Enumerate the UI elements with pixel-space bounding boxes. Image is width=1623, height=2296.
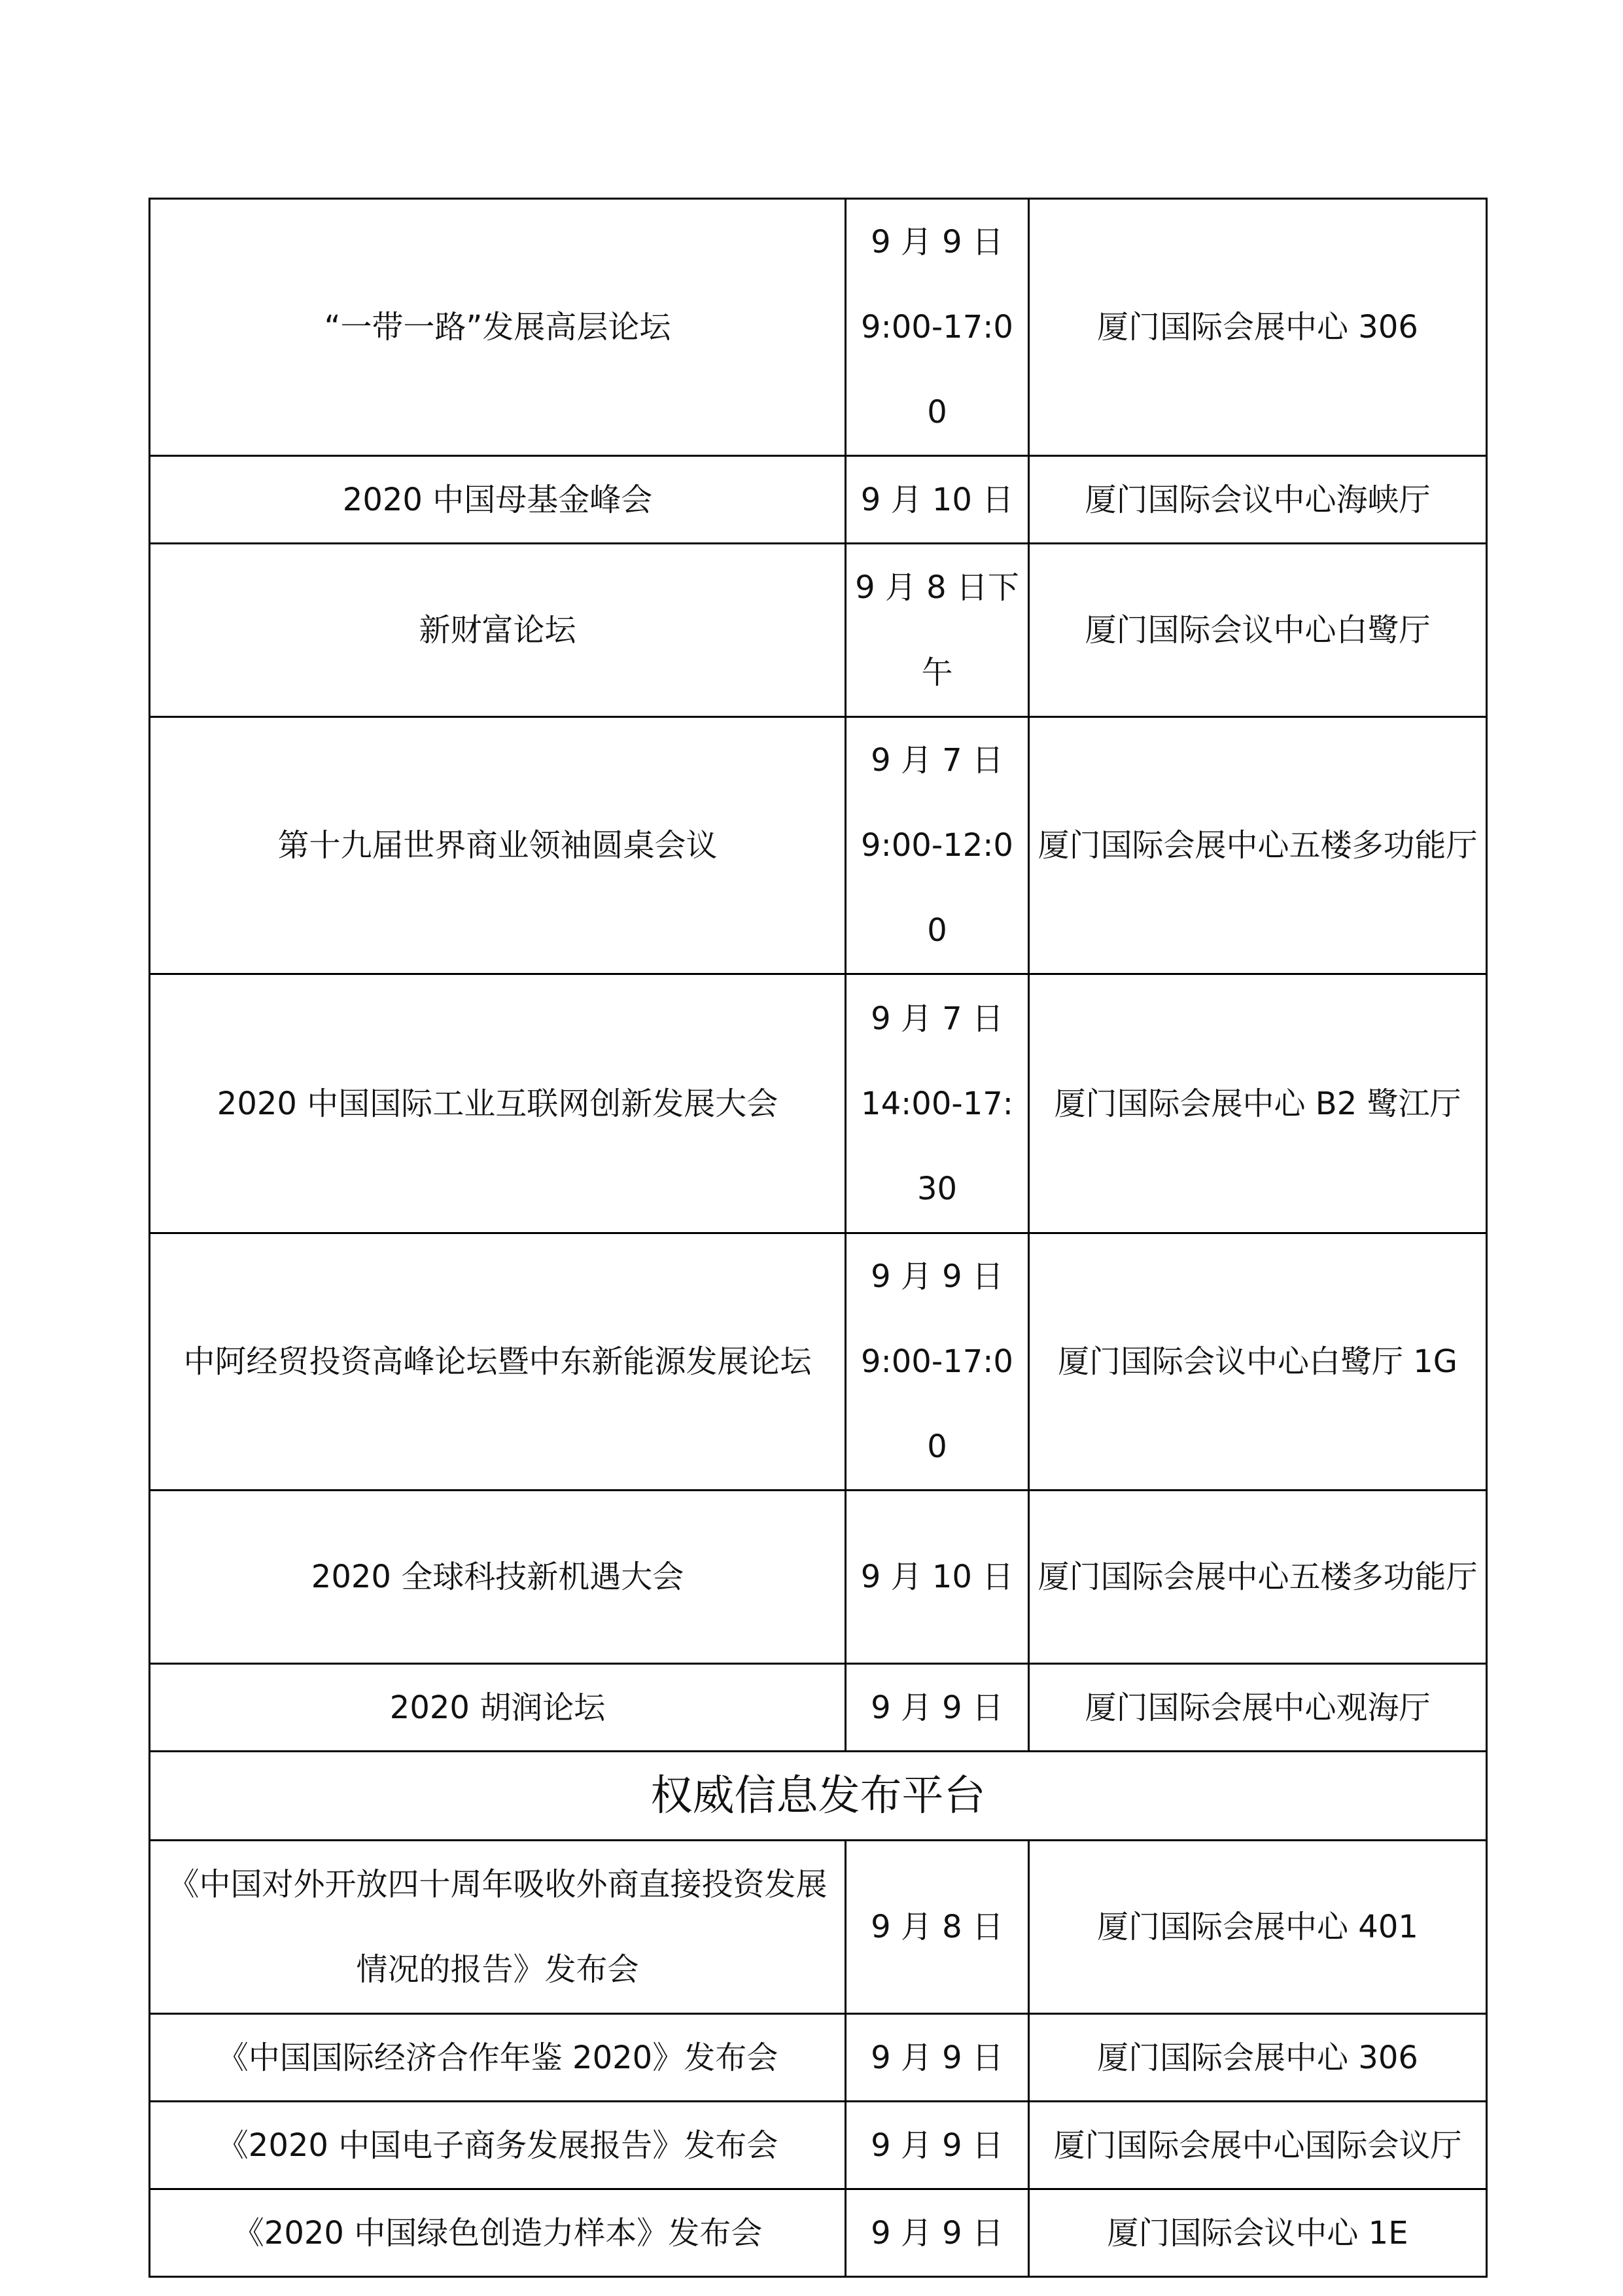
table-row bbox=[150, 2014, 1487, 2102]
table-row bbox=[150, 2189, 1487, 2277]
date-text: 9 月 8 日下午 bbox=[855, 569, 1019, 691]
time-text: 9:00-17:00 bbox=[861, 1343, 1013, 1465]
table-row bbox=[150, 974, 1487, 1233]
event-name: 《中国对外开放四十周年吸收外商直接投资发展情况的报告》发布会 bbox=[150, 1841, 846, 2014]
date-text: 9 月 7 日 bbox=[871, 742, 1003, 779]
event-name: 2020 胡润论坛 bbox=[150, 1664, 846, 1752]
event-venue: 厦门国际会议中心白鹭厅 bbox=[1029, 544, 1487, 717]
event-date bbox=[846, 1233, 1029, 1491]
event-name: 2020 全球科技新机遇大会 bbox=[150, 1491, 846, 1664]
date-text: 9 月 7 日 bbox=[871, 1000, 1003, 1037]
table-row bbox=[150, 199, 1487, 456]
date-text: 9 月 10 日 bbox=[860, 1559, 1014, 1595]
date-text: 9 月 9 日 bbox=[871, 1689, 1003, 1726]
date-text: 9 月 9 日 bbox=[871, 224, 1003, 260]
event-date bbox=[846, 456, 1029, 544]
schedule-table bbox=[148, 198, 1488, 2278]
event-venue: 厦门国际会展中心 401 bbox=[1029, 1841, 1487, 2014]
table-row bbox=[150, 1841, 1487, 2014]
event-name: “一带一路”发展高层论坛 bbox=[150, 199, 846, 456]
event-name: 2020 中国国际工业互联网创新发展大会 bbox=[150, 974, 846, 1233]
event-venue: 厦门国际会展中心五楼多功能厅 bbox=[1029, 1491, 1487, 1664]
event-date: 9 月 9 日 bbox=[846, 2102, 1029, 2189]
event-date bbox=[846, 717, 1029, 974]
event-venue: 厦门国际会议中心白鹭厅 1G bbox=[1029, 1233, 1487, 1491]
event-date bbox=[846, 1491, 1029, 1664]
event-venue: 厦门国际会展中心五楼多功能厅 bbox=[1029, 717, 1487, 974]
event-venue: 厦门国际会展中心 306 bbox=[1029, 2014, 1487, 2102]
event-date bbox=[846, 1664, 1029, 1752]
event-date bbox=[846, 544, 1029, 717]
event-date: 9 月 9 日 bbox=[846, 2014, 1029, 2102]
event-name: 新财富论坛 bbox=[150, 544, 846, 717]
event-date: 9 月 8 日 bbox=[846, 1841, 1029, 2014]
time-text: 9:00-17:00 bbox=[861, 309, 1013, 431]
event-venue: 厦门国际会议中心 1E bbox=[1029, 2189, 1487, 2277]
section-title: 权威信息发布平台 bbox=[150, 1752, 1487, 1841]
section-header-row bbox=[150, 1752, 1487, 1841]
event-venue: 厦门国际会展中心 306 bbox=[1029, 199, 1487, 456]
event-name: 第十九届世界商业领袖圆桌会议 bbox=[150, 717, 846, 974]
table-row bbox=[150, 717, 1487, 974]
time-text: 9:00-12:00 bbox=[861, 827, 1013, 949]
event-name: 《2020 中国电子商务发展报告》发布会 bbox=[150, 2102, 846, 2189]
event-venue: 厦门国际会议中心海峡厅 bbox=[1029, 456, 1487, 544]
table-row bbox=[150, 544, 1487, 717]
event-name: 2020 中国母基金峰会 bbox=[150, 456, 846, 544]
event-name: 《2020 中国绿色创造力样本》发布会 bbox=[150, 2189, 846, 2277]
event-venue: 厦门国际会展中心 B2 鹭江厅 bbox=[1029, 974, 1487, 1233]
event-date: 9 月 9 日 bbox=[846, 2189, 1029, 2277]
event-venue: 厦门国际会展中心国际会议厅 bbox=[1029, 2102, 1487, 2189]
time-text: 14:00-17:30 bbox=[861, 1085, 1013, 1207]
event-date bbox=[846, 974, 1029, 1233]
table-row bbox=[150, 1233, 1487, 1491]
event-date bbox=[846, 199, 1029, 456]
table-row bbox=[150, 1664, 1487, 1752]
table-row bbox=[150, 456, 1487, 544]
table-row bbox=[150, 2102, 1487, 2189]
table-row bbox=[150, 1491, 1487, 1664]
event-venue: 厦门国际会展中心观海厅 bbox=[1029, 1664, 1487, 1752]
event-name: 《中国国际经济合作年鉴 2020》发布会 bbox=[150, 2014, 846, 2102]
date-text: 9 月 9 日 bbox=[871, 1258, 1003, 1295]
event-name: 中阿经贸投资高峰论坛暨中东新能源发展论坛 bbox=[150, 1233, 846, 1491]
date-text: 9 月 10 日 bbox=[860, 481, 1014, 518]
